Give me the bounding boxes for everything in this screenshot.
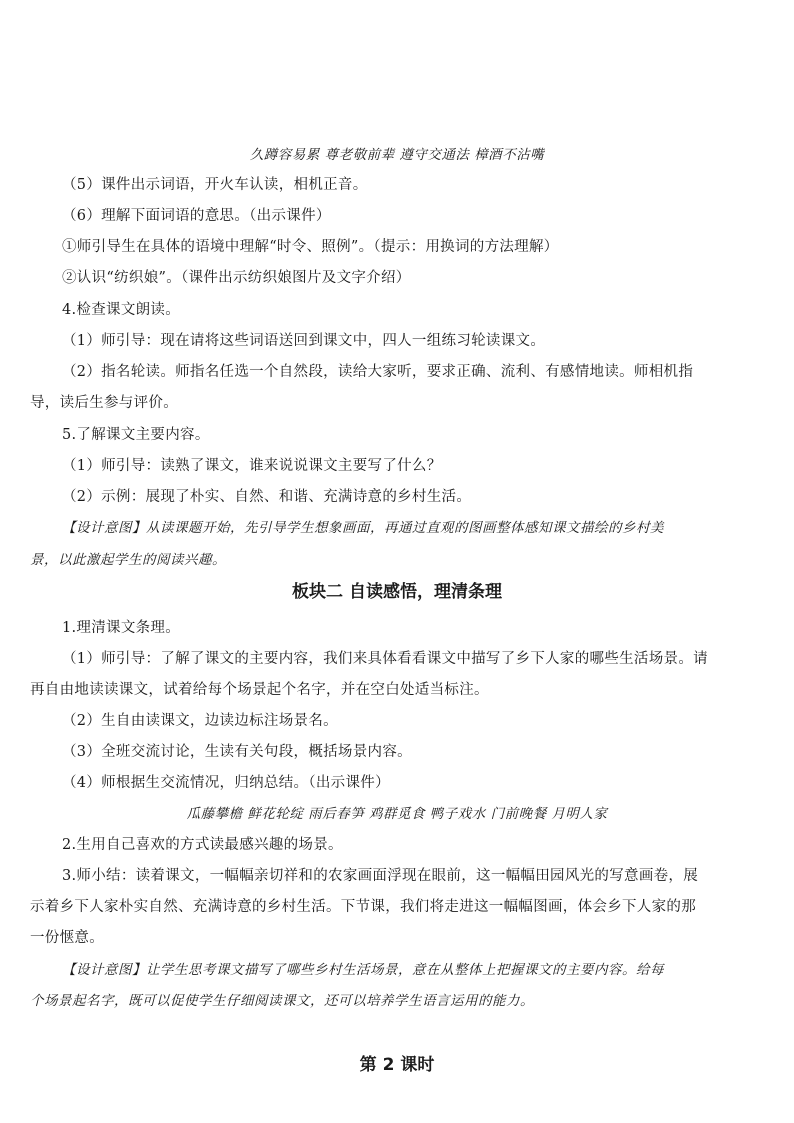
paragraph-line: （6）理解下面词语的意思。（出示课件）: [62, 208, 331, 224]
paragraph-line: 4.检查课文朗读。: [62, 302, 181, 318]
paragraph-line: 导，读后生参与评价。: [30, 395, 178, 411]
paragraph-line: （4）师根据生交流情况，归纳总结。（出示课件）: [62, 775, 390, 791]
word-list-row: 久蹲容易累 尊老敬前辈 遵守交通法 樟酒不沾嘴: [249, 147, 545, 163]
paragraph-line: ①师引导生在具体的语境中理解“时令、照例”。（提示：用换词的方法理解）: [62, 239, 559, 255]
paragraph-line: （3）全班交流讨论，生读有关句段，概括场景内容。: [62, 744, 412, 760]
paragraph-line: （1）师引导：了解了课文的主要内容，我们来具体看看课文中描写了乡下人家的哪些生活场景。请: [62, 651, 708, 667]
paragraph-line: 再自由地读读课文，试着给每个场景起个名字，并在空白处适当标注。: [30, 682, 489, 698]
paragraph-line: （1）师引导：现在请将这些词语送回到课文中，四人一组练习轮读课文。: [62, 333, 546, 349]
paragraph-line: 2.生用自己喜欢的方式读最感兴趣的场景。: [62, 837, 343, 853]
paragraph-line: （1）师引导：读熟了课文，谁来说说课文主要写了什么？: [62, 458, 442, 474]
paragraph-line: 一份惬意。: [30, 930, 104, 946]
design-intent-line: 【设计意图】让学生思考课文描写了哪些乡村生活场景，意在从整体上把握课文的主要内容。给每: [62, 962, 664, 978]
paragraph-line: 示着乡下人家朴实自然、充满诗意的乡村生活。下节课，我们将走进这一幅幅图画，体会乡下人家的那: [30, 899, 696, 915]
paragraph-line: （2）生自由读课文，边读边标注场景名。: [62, 713, 338, 729]
paragraph-line: ②认识“纺织娘”。（课件出示纺织娘图片及文字介绍）: [62, 270, 411, 286]
design-intent-line: 【设计意图】从读课题开始，先引导学生想象画面，再通过直观的图画整体感知课文描绘的乡村美: [62, 520, 664, 536]
paragraph-line: （5）课件出示词语，开火车认读，相机正音。: [62, 177, 368, 193]
design-intent-line: 景，以此激起学生的阅读兴趣。: [30, 552, 226, 568]
lesson-heading: 第 2 课时: [359, 1055, 435, 1075]
paragraph-line: 1.理清课文条理。: [62, 620, 181, 636]
section-heading: 板块二 自读感悟，理清条理: [292, 582, 502, 602]
paragraph-line: 3.师小结：读着课文，一幅幅亲切祥和的农家画面浮现在眼前，这一幅幅田园风光的写意画卷，展: [62, 868, 699, 884]
design-intent-line: 个场景起名字，既可以促使学生仔细阅读课文，还可以培养学生语言运用的能力。: [30, 993, 534, 1009]
scene-names-row: 瓜藤攀檐 鲜花轮绽 雨后春笋 鸡群觅食 鸭子戏水 门前晚餐 月明人家: [186, 806, 608, 822]
paragraph-line: （2）示例：展现了朴实、自然、和谐、充满诗意的乡村生活。: [62, 489, 472, 505]
paragraph-line: 5.了解课文主要内容。: [62, 427, 210, 443]
paragraph-line: （2）指名轮读。师指名任选一个自然段，读给大家听，要求正确、流利、有感情地读。师相机指: [62, 364, 694, 380]
